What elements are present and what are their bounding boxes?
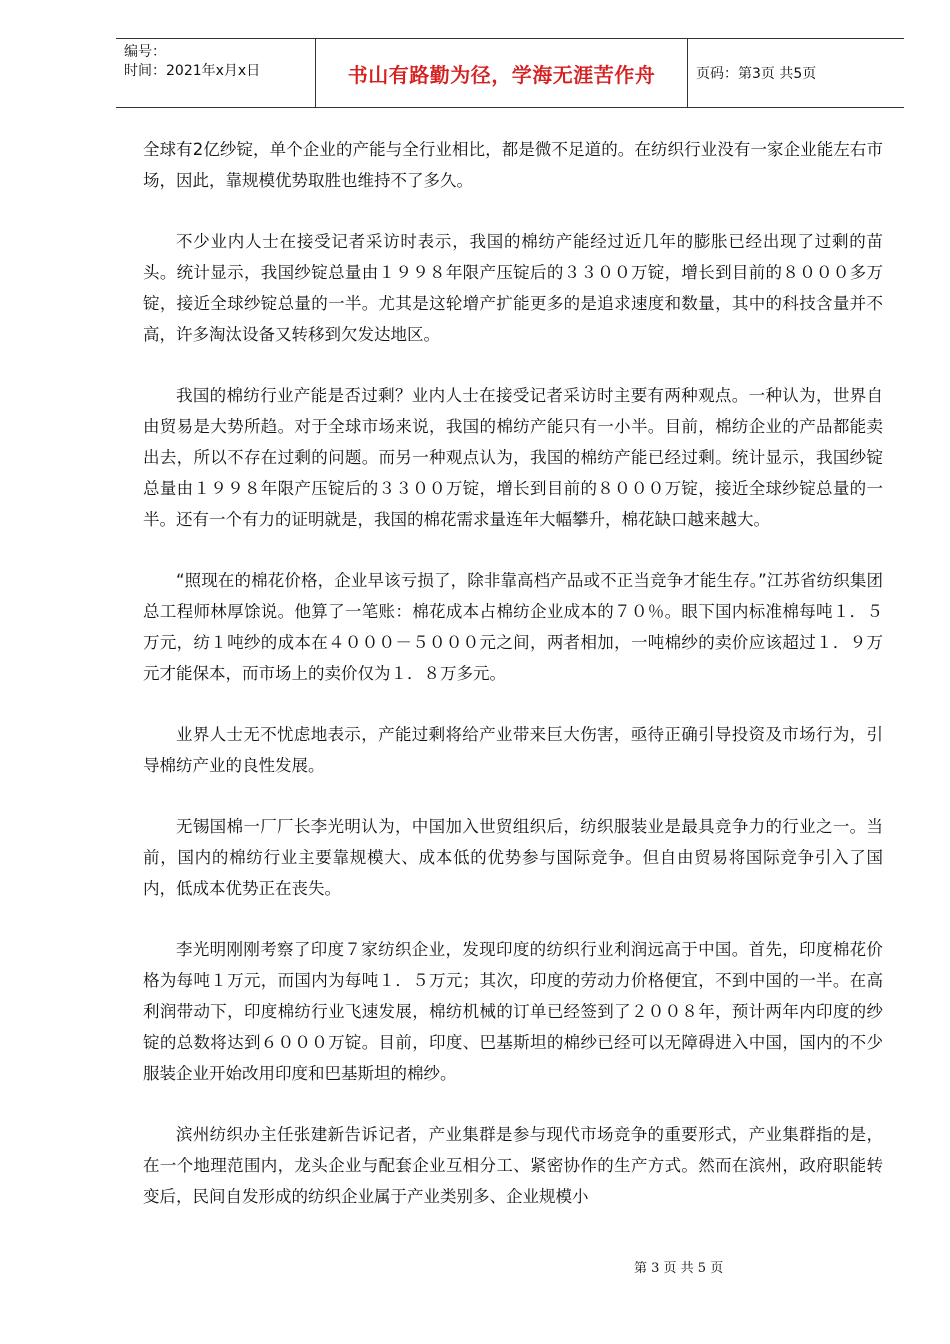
document-time-label: 时间：2021年x月x日 [124,63,261,79]
header-motto: 书山有路勤为径，学海无涯苦作舟 [316,39,688,107]
paragraph: 我国的棉纺行业产能是否过剩？业内人士在接受记者采访时主要有两种观点。一种认为，世界自由贸易是大势所趋。对于全球市场来说，我国的棉纺产能只有一小半。目前，棉纺企业的产品都能卖出去，所以不存在过剩的问题。而另一种观点认为，我国的棉纺产能已经过剩。统计显示，我国纱锭总量由１９９８年限产压锭后的３３００万锭，增长到目前的８０００万锭，接近全球纱锭总量的一半。还有一个有力的证明就是，我国的棉花需求量连年大幅攀升，棉花缺口越来越大。 [143,386,883,529]
document-number-label: 编号： [124,44,166,60]
page-header [116,38,904,108]
paragraph: 不少业内人士在接受记者采访时表示，我国的棉纺产能经过近几年的膨胀已经出现了过剩的苗头。统计显示，我国纱锭总量由１９９８年限产压锭后的３３００万锭，增长到目前的８０００多万锭，接近全球纱锭总量的一半。尤其是这轮增产扩能更多的是追求速度和数量，其中的科技含量并不高，许多淘汰设备又转移到欠发达地区。 [143,232,883,344]
header-page-info: 页码：第3页 共5页 [696,66,817,82]
paragraph: 李光明刚刚考察了印度７家纺织企业，发现印度的纺织行业利润远高于中国。首先，印度棉花价格为每吨１万元，而国内为每吨１．５万元；其次，印度的劳动力价格便宜，不到中国的一半。在高利润带动下，印度棉纺行业飞速发展，棉纺机械的订单已经签到了２００８年，预计两年内印度的纱锭的总数将达到６０００万锭。目前，印度、巴基斯坦的棉纱已经可以无障碍进入中国，国内的不少服装企业开始改用印度和巴基斯坦的棉纱。 [143,940,883,1083]
header-meta [116,39,316,107]
page-footer: 第 3 页 共 5 页 [634,1261,724,1276]
document-body [143,134,883,1242]
paragraph: 滨州纺织办主任张建新告诉记者，产业集群是参与现代市场竞争的重要形式，产业集群指的是，在一个地理范围内，龙头企业与配套企业互相分工、紧密协作的生产方式。然而在滨州，政府职能转变后，民间自发形成的纺织企业属于产业类别多、企业规模小 [143,1125,883,1206]
paragraph: 无锡国棉一厂厂长李光明认为，中国加入世贸组织后，纺织服装业是最具竞争力的行业之一。当前，国内的棉纺行业主要靠规模大、成本低的优势参与国际竞争。但自由贸易将国际竞争引入了国内，低成本优势正在丧失。 [143,817,883,898]
paragraph: “照现在的棉花价格，企业早该亏损了，除非靠高档产品或不正当竞争才能生存。”江苏省纺织集团总工程师林厚馀说。他算了一笔账：棉花成本占棉纺企业成本的７０％。眼下国内标准棉每吨１．５万元，纺１吨纱的成本在４０００－５０００元之间，两者相加，一吨棉纱的卖价应该超过１．９万元才能保本，而市场上的卖价仅为１．８万多元。 [143,571,883,683]
paragraph: 全球有2亿纱锭，单个企业的产能与全行业相比，都是微不足道的。在纺织行业没有一家企业能左右市场，因此，靠规模优势取胜也维持不了多久。 [143,140,883,190]
paragraph: 业界人士无不忧虑地表示，产能过剩将给产业带来巨大伤害，亟待正确引导投资及市场行为，引导棉纺产业的良性发展。 [143,725,883,775]
